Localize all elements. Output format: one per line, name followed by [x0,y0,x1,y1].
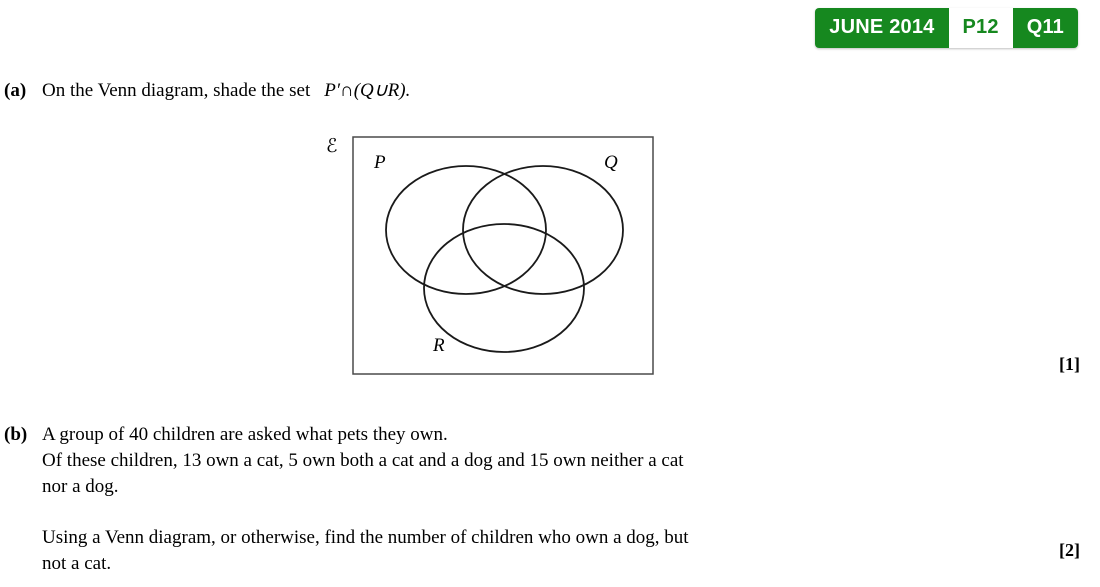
part-b-line-5: not a cat. [42,552,112,574]
marks-part-b: [2] [1059,540,1080,560]
circle-q [463,166,623,294]
exam-badge [815,8,1078,48]
set-label-q: Q [604,152,618,173]
part-b-line-1: A group of 40 children are asked what pets they own. [42,424,448,445]
set-label-r: R [433,335,445,356]
set-label-p: P [374,152,386,173]
badge-paper: P12 [949,8,1013,48]
badge-session: JUNE 2014 [815,8,948,48]
part-a-prompt: On the Venn diagram, shade the set [42,80,311,101]
part-b-text [42,422,689,577]
part-b-line-3: nor a dog. [42,476,119,498]
part-b-line-4: Using a Venn diagram, or otherwise, find the number of children who own a dog, but [42,526,689,548]
circle-r [424,224,584,352]
question-part-a [4,78,410,104]
venn-diagram [326,136,654,375]
marks-part-a: [1] [1059,354,1080,374]
part-b-label: (b) [4,424,28,445]
part-a-text [42,78,410,104]
part-a-expression: P′∩(Q∪R). [324,80,411,101]
circle-p [386,166,546,294]
question-part-b [4,422,964,577]
badge-question: Q11 [1013,8,1078,48]
universal-set-label: ℰ [326,136,338,157]
part-a-label: (a) [4,80,27,101]
part-b-line-2: Of these children, 13 own a cat, 5 own both a cat and a dog and 15 own neither a cat [42,450,684,472]
